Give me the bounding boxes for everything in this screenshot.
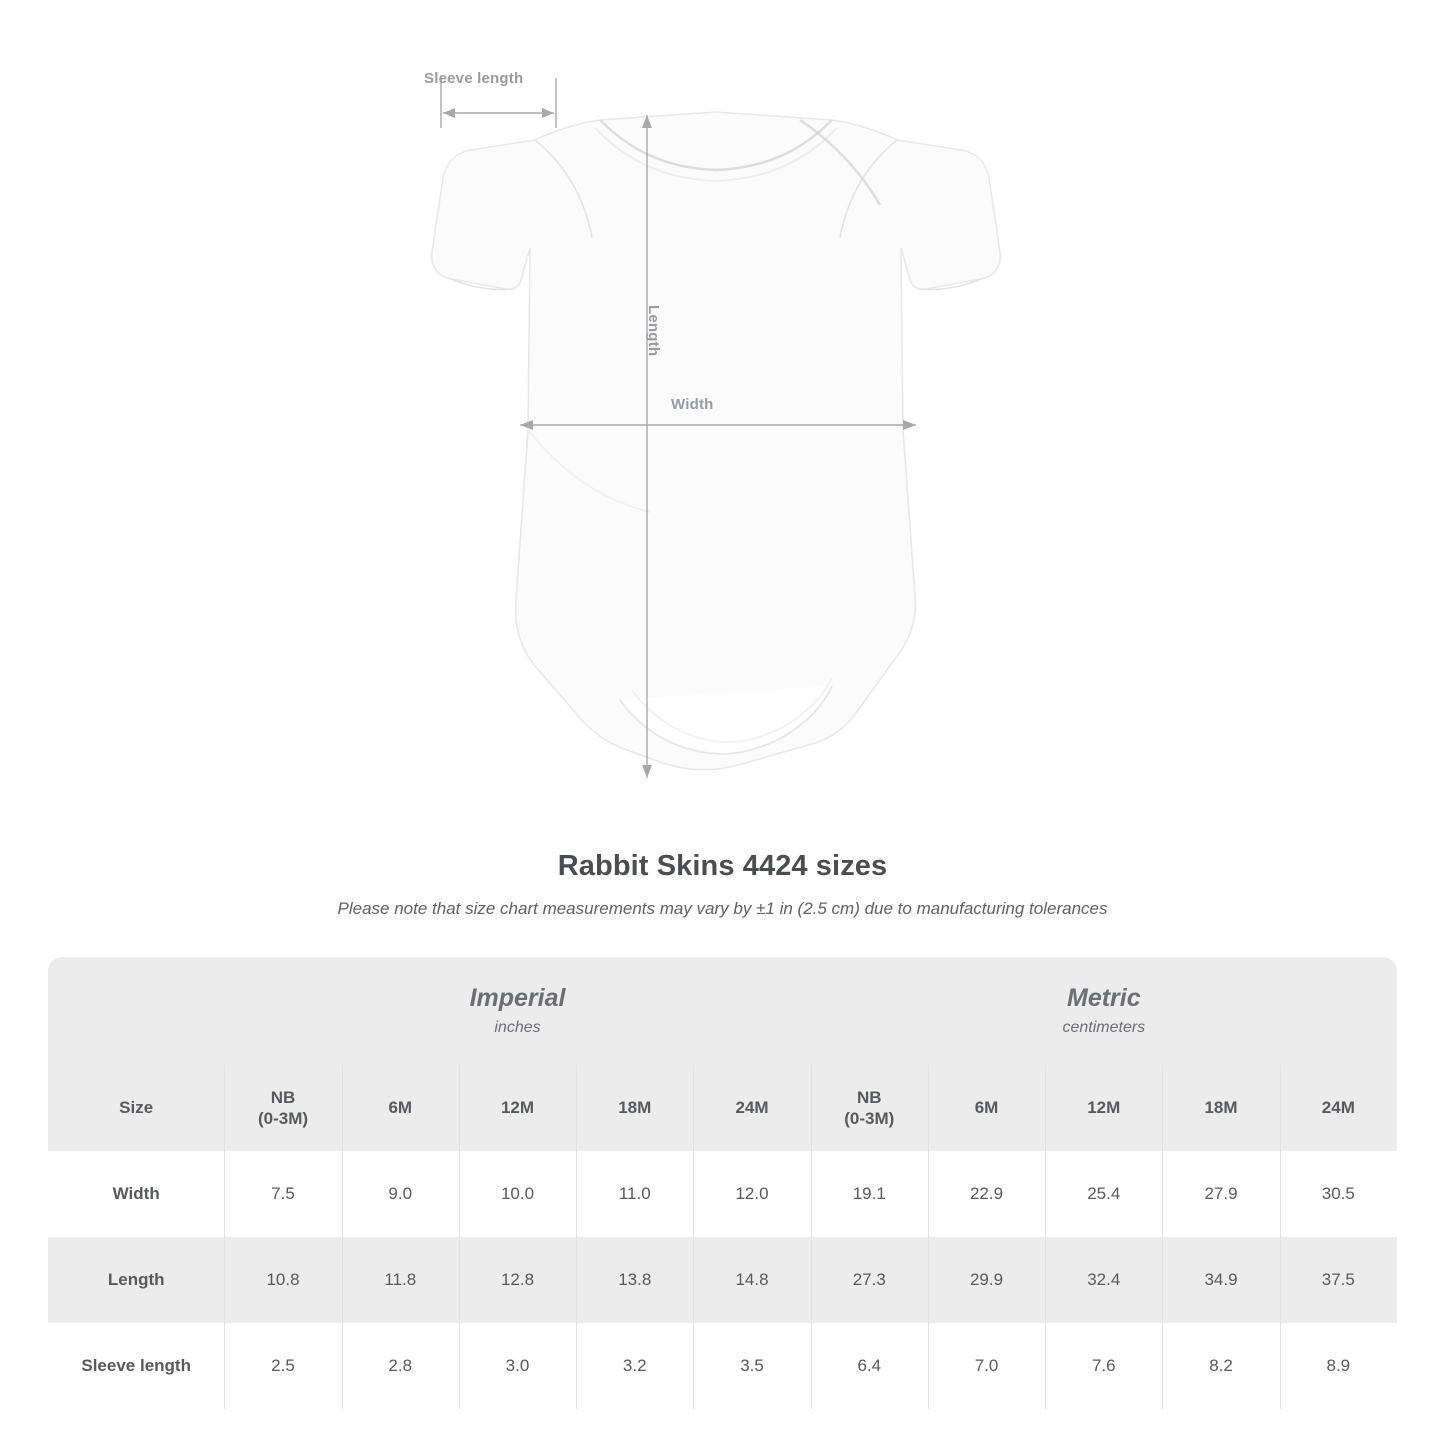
cell-length-18m-imperial: 13.8 [576,1237,693,1323]
length-label: Length [645,305,662,357]
table-row [48,1237,1397,1323]
cell-length-18m-metric: 34.9 [1162,1237,1279,1323]
size-col-24m-imperial: 24M [693,1065,810,1151]
cell-length-6m-metric: 29.9 [928,1237,1045,1323]
cell-sleeve-12m-imperial: 3.0 [459,1323,576,1409]
cell-sleeve-6m-metric: 7.0 [928,1323,1045,1409]
table-row [48,1151,1397,1237]
cell-length-nb-imperial: 10.8 [224,1237,341,1323]
unit-corner-cell [48,957,224,1065]
cell-width-12m-metric: 25.4 [1045,1151,1162,1237]
row-label-width: Width [48,1151,224,1237]
cell-width-nb-imperial: 7.5 [224,1151,341,1237]
row-label-length: Length [48,1237,224,1323]
cell-width-24m-metric: 30.5 [1280,1151,1397,1237]
unit-group-imperial [224,957,810,1065]
unit-group-imperial-name: Imperial [469,983,566,1012]
size-header-label: Size [48,1065,224,1151]
cell-length-12m-metric: 32.4 [1045,1237,1162,1323]
cell-sleeve-6m-imperial: 2.8 [342,1323,459,1409]
cell-length-nb-metric: 27.3 [811,1237,928,1323]
size-col-18m-metric: 18M [1162,1065,1279,1151]
cell-width-18m-imperial: 11.0 [576,1151,693,1237]
size-col-6m-imperial: 6M [342,1065,459,1151]
size-col-24m-metric: 24M [1280,1065,1397,1151]
unit-group-metric-sub: centimeters [1062,1019,1146,1037]
table-row [48,1323,1397,1409]
cell-sleeve-24m-imperial: 3.5 [693,1323,810,1409]
cell-sleeve-nb-metric: 6.4 [811,1323,928,1409]
unit-group-metric-name: Metric [1067,983,1141,1012]
size-col-18m-imperial: 18M [576,1065,693,1151]
size-table [48,957,1397,1409]
sleeve-length-label: Sleeve length [424,70,524,87]
cell-length-24m-imperial: 14.8 [693,1237,810,1323]
cell-sleeve-12m-metric: 7.6 [1045,1323,1162,1409]
cell-width-12m-imperial: 10.0 [459,1151,576,1237]
size-col-12m-imperial: 12M [459,1065,576,1151]
size-col-6m-metric: 6M [928,1065,1045,1151]
cell-sleeve-18m-imperial: 3.2 [576,1323,693,1409]
cell-length-6m-imperial: 11.8 [342,1237,459,1323]
chart-heading [0,850,1445,919]
cell-length-12m-imperial: 12.8 [459,1237,576,1323]
width-label: Width [671,396,714,413]
size-col-nb-metric: NB (0-3M) [811,1065,928,1151]
cell-width-24m-imperial: 12.0 [693,1151,810,1237]
cell-sleeve-24m-metric: 8.9 [1280,1323,1397,1409]
size-header-row [48,1065,1397,1151]
unit-group-imperial-sub: inches [494,1019,541,1037]
unit-header-row [48,957,1397,1065]
cell-sleeve-18m-metric: 8.2 [1162,1323,1279,1409]
row-label-sleeve-length: Sleeve length [48,1323,224,1409]
cell-width-6m-imperial: 9.0 [342,1151,459,1237]
size-table-wrapper [48,957,1397,1409]
cell-width-18m-metric: 27.9 [1162,1151,1279,1237]
cell-sleeve-nb-imperial: 2.5 [224,1323,341,1409]
page-title: Rabbit Skins 4424 sizes [557,850,888,882]
cell-width-6m-metric: 22.9 [928,1151,1045,1237]
unit-group-metric [811,957,1397,1065]
size-col-nb-imperial: NB (0-3M) [224,1065,341,1151]
cell-width-nb-metric: 19.1 [811,1151,928,1237]
bodysuit-shape [432,112,1001,770]
cell-length-24m-metric: 37.5 [1280,1237,1397,1323]
size-col-12m-metric: 12M [1045,1065,1162,1151]
measurement-note: Please note that size chart measurements may vary by ±1 in (2.5 cm) due to manufacturing tolerances [337,899,1108,918]
